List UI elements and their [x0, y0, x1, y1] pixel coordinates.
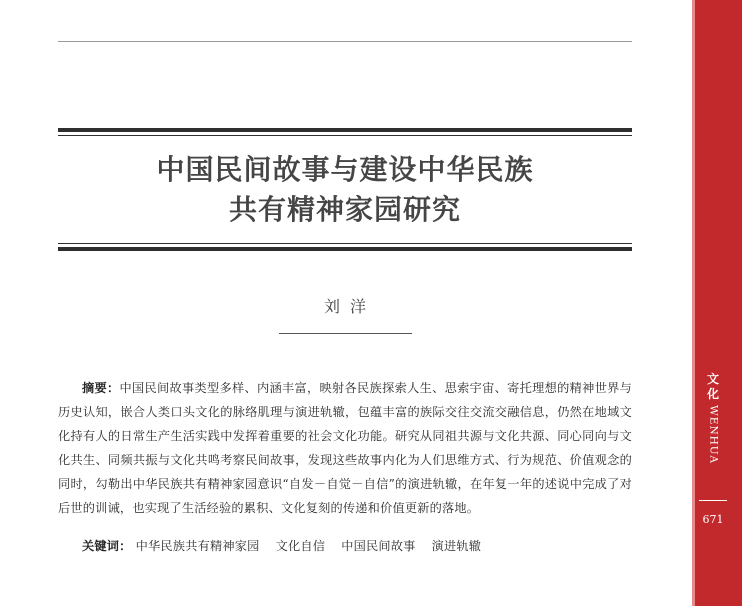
- section-label-cn: 文化: [706, 372, 719, 401]
- title-bottom-rule: [58, 243, 632, 251]
- keyword-item: 演进轨辙: [431, 539, 482, 553]
- title-line-1: 中国民间故事与建设中华民族: [156, 153, 534, 186]
- page-number: 671: [702, 513, 724, 526]
- sidebar-rule: [699, 500, 727, 501]
- header-rule: [58, 41, 632, 42]
- section-label: [703, 372, 723, 464]
- section-label-en: WENHUA: [707, 405, 720, 464]
- author-rule: [279, 333, 412, 334]
- abstract: [58, 376, 632, 520]
- article-title: [58, 150, 632, 230]
- author-name: 刘洋: [323, 297, 376, 316]
- title-line-2: 共有精神家园研究: [228, 193, 461, 226]
- keyword-item: 中国民间故事: [341, 539, 416, 553]
- sidebar-edge-strip: [692, 0, 695, 606]
- title-top-rule: [58, 128, 632, 136]
- keywords-label: 关键词：: [82, 539, 132, 553]
- keyword-item: 文化自信: [275, 539, 326, 553]
- abstract-label: 摘要：: [82, 381, 120, 395]
- abstract-text: 中国民间故事类型多样、内涵丰富，映射各民族探索人生、思索宇宙、寄托理想的精神世界与历史认知，嵌合人类口头文化的脉络肌理与演进轨辙，包蕴丰富的族际交往交流交融信息，仍然在地域文化持有人的日常生产生活实践中发挥着重要的社会文化功能。研究从同祖共源与文化共源、同心同向与文化共生、同频共振与文化共鸣考察民间故事，发现这些故事内化为人们思维方式、行为规范、价值观念的同时，勾勒出中华民族共有精神家园意识“自发－自觉－自信”的演进轨辙，在年复一年的述说中完成了对后世的训诫，也实现了生活经验的累积、文化复刻的传递和价值更新的落地。: [58, 381, 632, 515]
- keyword-item: 中华民族共有精神家园: [135, 539, 260, 553]
- keywords: [82, 536, 632, 556]
